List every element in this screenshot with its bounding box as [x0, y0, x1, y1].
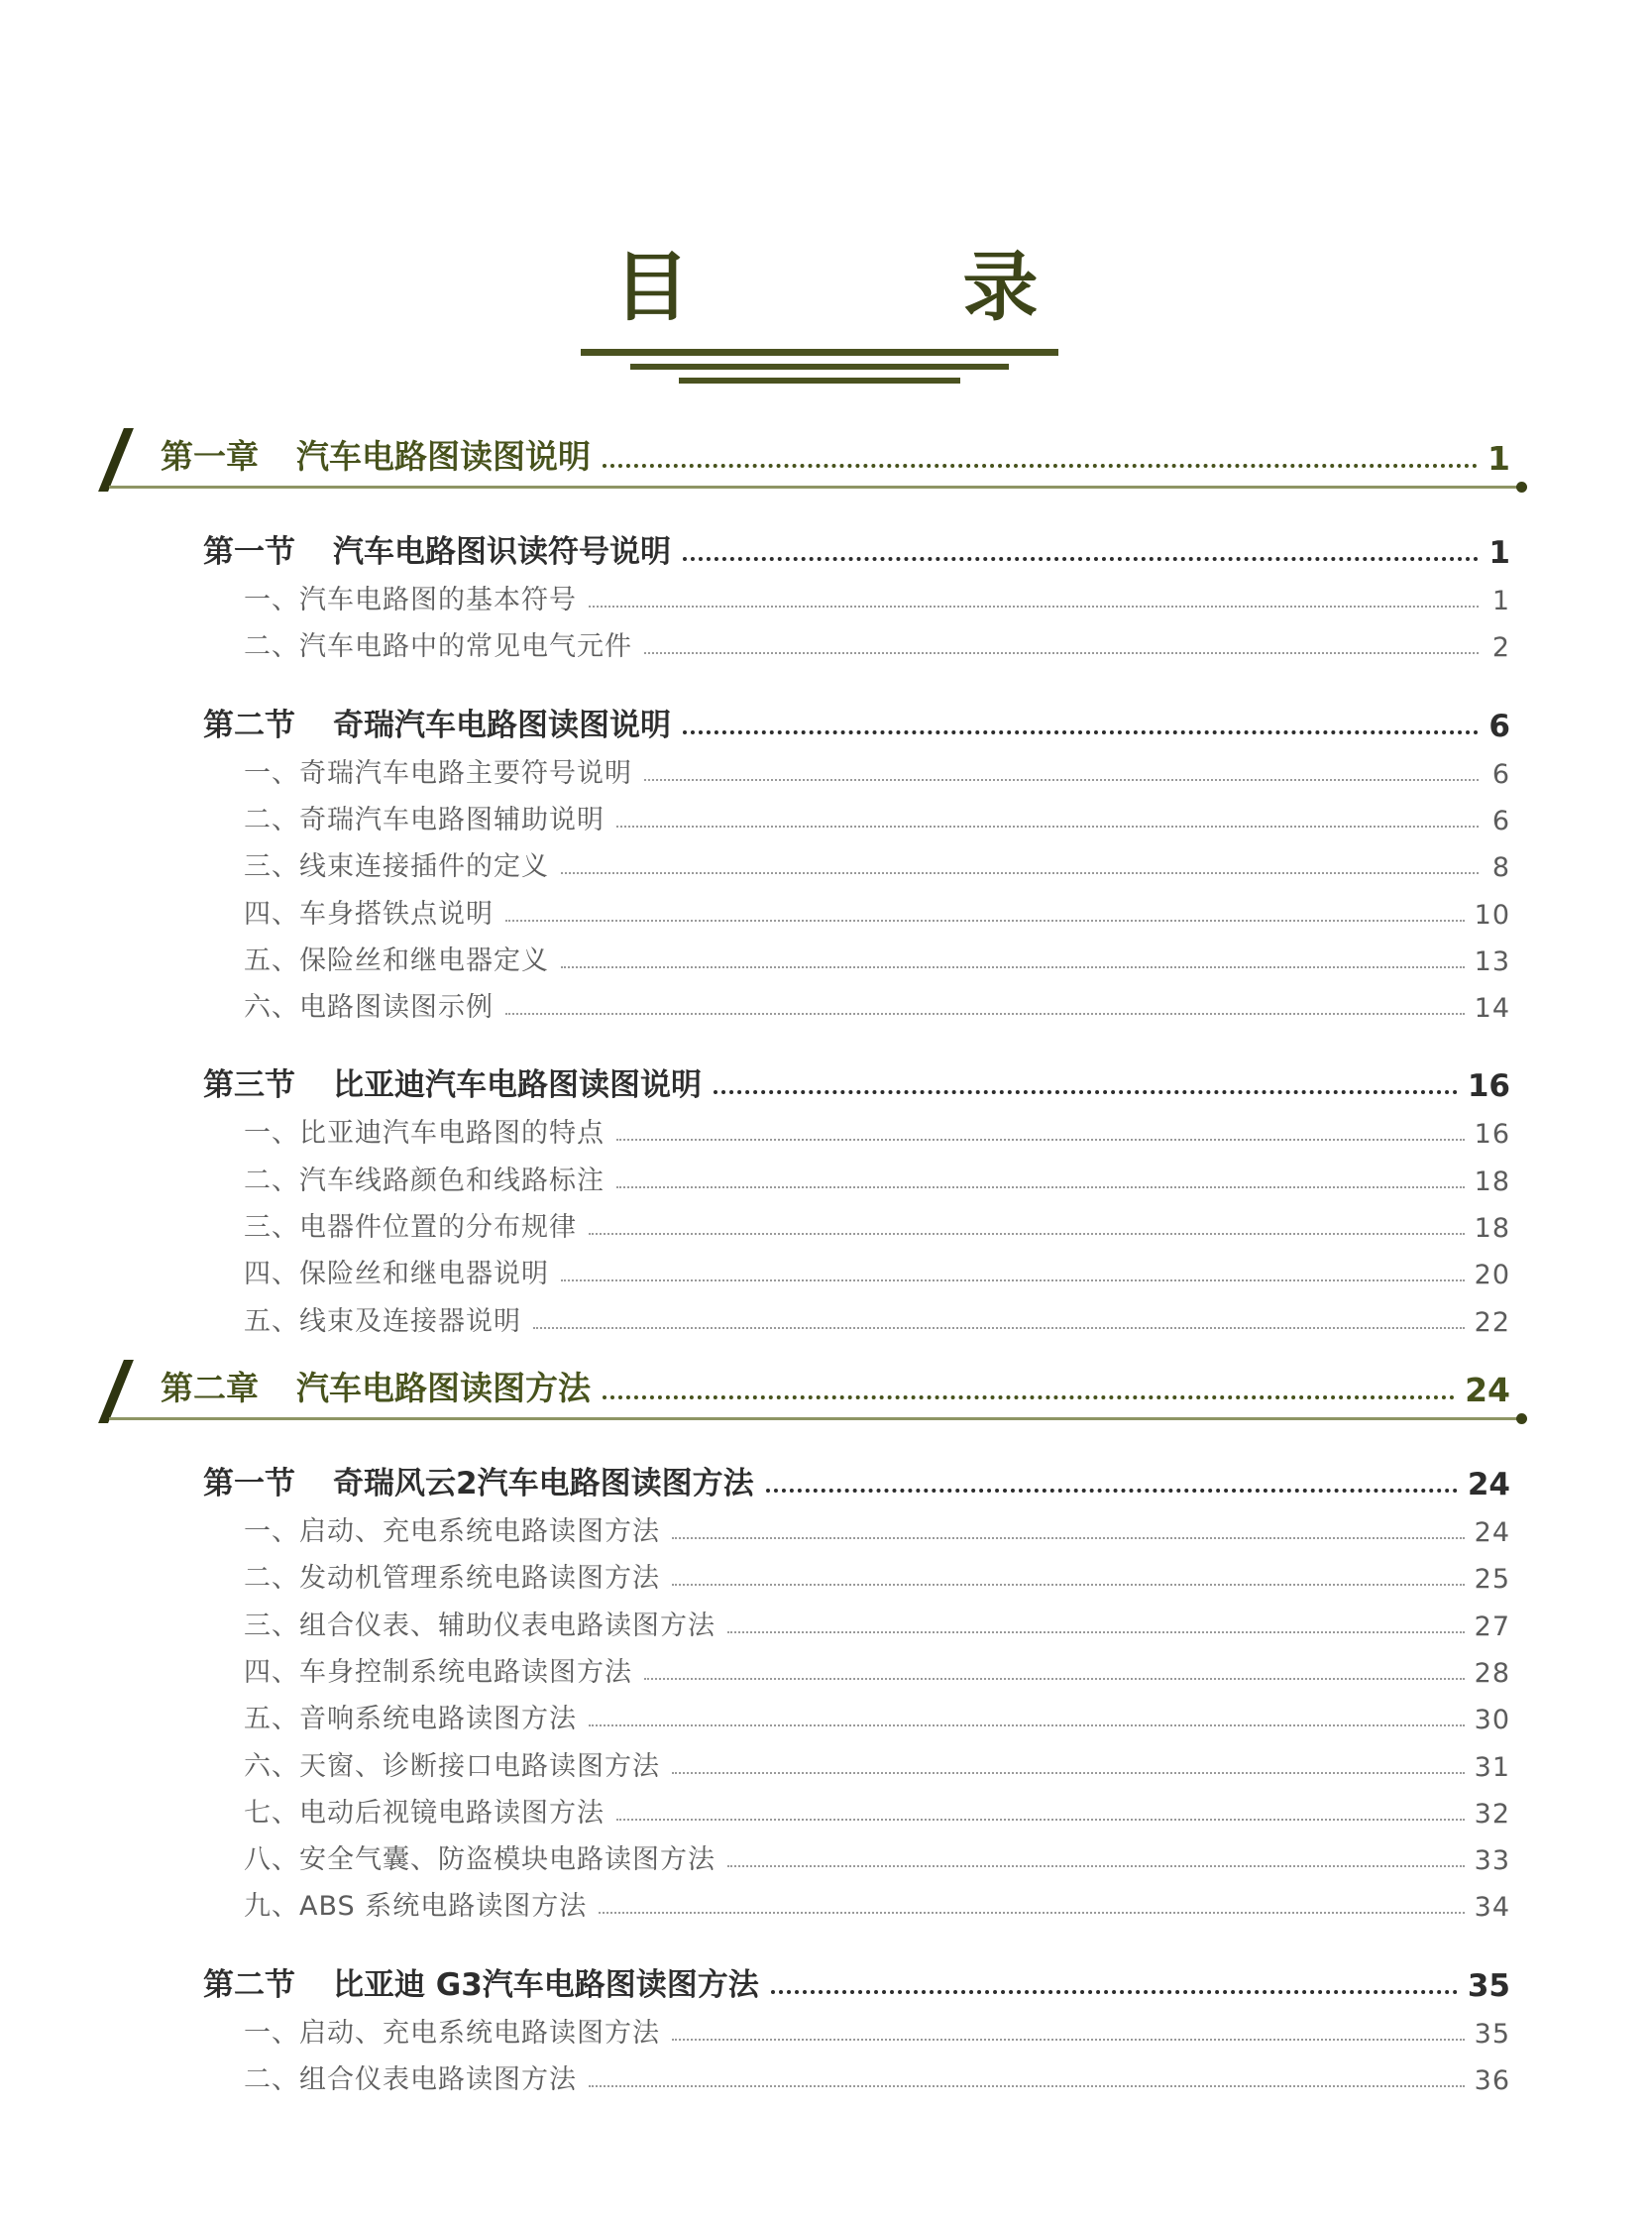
entry-title: 六、天窗、诊断接口电路读图方法: [244, 1750, 660, 1782]
toc-item[interactable]: [244, 1790, 1510, 1830]
dot-leader: [727, 1631, 1465, 1633]
entry-title: 奇瑞风云2汽车电路图读图方法: [333, 1466, 754, 1501]
dot-leader: [616, 1186, 1465, 1188]
dot-leader: [603, 464, 1478, 468]
section-entry[interactable]: [203, 1954, 1510, 2004]
page-number: 22: [1474, 1306, 1510, 1338]
entry-title: 奇瑞汽车电路图读图说明: [333, 707, 671, 743]
toc-item[interactable]: [244, 797, 1510, 836]
page-number: 14: [1474, 993, 1510, 1025]
chapter-rule-dot: [1516, 482, 1527, 493]
entry-number: 第三节: [203, 1067, 295, 1104]
dot-leader: [603, 1395, 1455, 1399]
dot-leader: [672, 1584, 1465, 1586]
dot-leader: [589, 1233, 1465, 1235]
page-number: 18: [1474, 1213, 1510, 1244]
chapter-slash-ornament: [98, 428, 134, 492]
dot-leader: [727, 1865, 1465, 1867]
entry-title: 一、奇瑞汽车电路主要符号说明: [244, 757, 632, 789]
section-entry[interactable]: [203, 1055, 1510, 1104]
dot-leader: [672, 1537, 1465, 1539]
entry-title: 二、汽车线路颜色和线路标注: [244, 1165, 605, 1196]
dot-leader: [644, 1678, 1465, 1680]
entry-title: 一、启动、充电系统电路读图方法: [244, 1516, 660, 1547]
toc-item[interactable]: [244, 1603, 1510, 1642]
dot-leader: [616, 1139, 1465, 1141]
page-number: 6: [1488, 708, 1510, 744]
chapter-row[interactable]: [161, 424, 1510, 478]
entry-number: 第一节: [203, 1466, 295, 1501]
page-number: 24: [1467, 1467, 1510, 1502]
section-entry[interactable]: [203, 521, 1510, 571]
entry-number: 第二章: [161, 1369, 259, 1407]
toc-item[interactable]: [244, 2056, 1510, 2096]
chapter-rule: [109, 1417, 1520, 1420]
page-number: 1: [1491, 586, 1510, 616]
toc-item[interactable]: [244, 1204, 1510, 1244]
page-number: 34: [1474, 1892, 1510, 1924]
toc-item[interactable]: [244, 1158, 1510, 1197]
page-number: 32: [1474, 1798, 1510, 1830]
entry-title: 五、线束及连接器说明: [244, 1305, 521, 1337]
page-number: 24: [1465, 1371, 1510, 1409]
toc-item[interactable]: [244, 984, 1510, 1024]
dot-leader: [589, 2085, 1465, 2087]
dot-leader: [599, 1912, 1464, 1914]
entry-title: 四、保险丝和继电器说明: [244, 1259, 549, 1290]
page-number: 33: [1474, 1845, 1510, 1877]
page-number: 27: [1474, 1611, 1510, 1642]
page-number: 28: [1474, 1657, 1510, 1689]
toc-item[interactable]: [244, 1110, 1510, 1150]
toc-item[interactable]: [244, 1743, 1510, 1783]
dot-leader: [505, 1013, 1465, 1015]
chapter-rule-dot: [1516, 1413, 1527, 1424]
page-number: 25: [1474, 1564, 1510, 1596]
dot-leader: [589, 1724, 1465, 1726]
entry-title: 汽车电路图识读符号说明: [333, 534, 671, 570]
dot-leader: [589, 606, 1479, 608]
dot-leader: [683, 557, 1479, 561]
toc-item[interactable]: [244, 891, 1510, 931]
page-number: 35: [1474, 2018, 1510, 2050]
toc-item[interactable]: [244, 1508, 1510, 1548]
page-number: 6: [1491, 805, 1510, 836]
page-number: 31: [1474, 1751, 1510, 1783]
entry-number: 第一节: [203, 534, 295, 570]
section-entry[interactable]: [203, 1453, 1510, 1502]
page-number: 20: [1474, 1260, 1510, 1291]
toc-item[interactable]: [244, 843, 1510, 883]
entry-title: 二、发动机管理系统电路读图方法: [244, 1563, 660, 1595]
dot-leader: [616, 826, 1479, 828]
toc-item[interactable]: [244, 750, 1510, 790]
page-number: 30: [1474, 1705, 1510, 1736]
entry-title: 一、汽车电路图的基本符号: [244, 585, 577, 615]
page-number: 10: [1474, 899, 1510, 931]
dot-leader: [683, 730, 1479, 734]
page-number: 2: [1491, 632, 1510, 664]
toc-item[interactable]: [244, 1883, 1510, 1923]
page-number: 24: [1474, 1517, 1510, 1548]
ornament-bar: [581, 349, 1058, 356]
toc-item[interactable]: [244, 938, 1510, 977]
entry-title: 八、安全气囊、防盗模块电路读图方法: [244, 1844, 716, 1876]
toc-item[interactable]: [244, 1836, 1510, 1876]
page-number: 13: [1474, 945, 1510, 977]
dot-leader: [672, 2039, 1465, 2041]
dot-leader: [714, 1090, 1458, 1094]
page-number: 16: [1467, 1068, 1510, 1105]
toc-item[interactable]: [244, 1649, 1510, 1689]
dot-leader: [644, 652, 1479, 654]
dot-leader: [561, 966, 1465, 968]
toc-item[interactable]: [244, 623, 1510, 663]
ornament-bar: [679, 378, 960, 384]
entry-title: 汽车电路图读图方法: [296, 1369, 591, 1407]
section-entry[interactable]: [203, 695, 1510, 744]
toc-item[interactable]: [244, 2010, 1510, 2050]
page-number: 8: [1491, 852, 1510, 884]
dot-leader: [561, 872, 1479, 874]
entry-title: 七、电动后视镜电路读图方法: [244, 1797, 605, 1829]
page-number: 36: [1474, 2065, 1510, 2096]
entry-number: 第二节: [203, 1966, 295, 2003]
page-number: 6: [1491, 758, 1510, 790]
entry-title: 五、音响系统电路读图方法: [244, 1704, 577, 1735]
chapter-heading[interactable]: [0, 1356, 1652, 1445]
entry-title: 二、组合仪表电路读图方法: [244, 2064, 577, 2095]
entry-title: 比亚迪汽车电路图读图说明: [333, 1067, 702, 1104]
toc-item[interactable]: [244, 1251, 1510, 1290]
dot-leader: [644, 779, 1479, 781]
entry-title: 四、车身控制系统电路读图方法: [244, 1656, 632, 1688]
entry-title: 九、ABS 系统电路读图方法: [244, 1891, 588, 1923]
entry-title: 二、汽车电路中的常见电气元件: [244, 631, 632, 663]
dot-leader: [616, 1819, 1465, 1821]
chapter-row[interactable]: [161, 1356, 1510, 1409]
toc-item[interactable]: [244, 1555, 1510, 1595]
entry-title: 六、电路图读图示例: [244, 992, 494, 1024]
toc-item[interactable]: [244, 1298, 1510, 1338]
entry-title: 比亚迪 G3汽车电路图读图方法: [333, 1966, 759, 2003]
entry-title: 一、启动、充电系统电路读图方法: [244, 2017, 660, 2049]
toc-title: 目 录: [613, 243, 1138, 331]
page-number: 16: [1474, 1119, 1510, 1151]
entry-title: 三、电器件位置的分布规律: [244, 1212, 577, 1243]
dot-leader: [561, 1279, 1465, 1281]
dot-leader: [672, 1772, 1465, 1774]
page-number: 18: [1474, 1166, 1510, 1197]
toc-item[interactable]: [244, 577, 1510, 616]
dot-leader: [505, 920, 1465, 922]
entry-title: 五、保险丝和继电器定义: [244, 944, 549, 976]
dot-leader: [533, 1327, 1465, 1329]
entry-number: 第一章: [161, 437, 259, 476]
entry-title: 三、组合仪表、辅助仪表电路读图方法: [244, 1610, 716, 1641]
ornament-bar: [630, 364, 1009, 370]
dot-leader: [771, 1990, 1458, 1994]
chapter-slash-ornament: [98, 1360, 134, 1423]
page-number: 35: [1467, 1967, 1510, 2004]
entry-title: 汽车电路图读图说明: [296, 437, 591, 476]
entry-title: 二、奇瑞汽车电路图辅助说明: [244, 804, 605, 835]
entry-title: 三、线束连接插件的定义: [244, 851, 549, 883]
entry-title: 一、比亚迪汽车电路图的特点: [244, 1118, 605, 1150]
page-number: 1: [1487, 439, 1510, 478]
entry-title: 四、车身搭铁点说明: [244, 898, 494, 930]
chapter-heading[interactable]: [0, 424, 1652, 513]
page-number: 1: [1488, 535, 1510, 571]
toc-item[interactable]: [244, 1696, 1510, 1735]
entry-number: 第二节: [203, 707, 295, 743]
dot-leader: [766, 1489, 1458, 1493]
chapter-rule: [109, 486, 1520, 489]
